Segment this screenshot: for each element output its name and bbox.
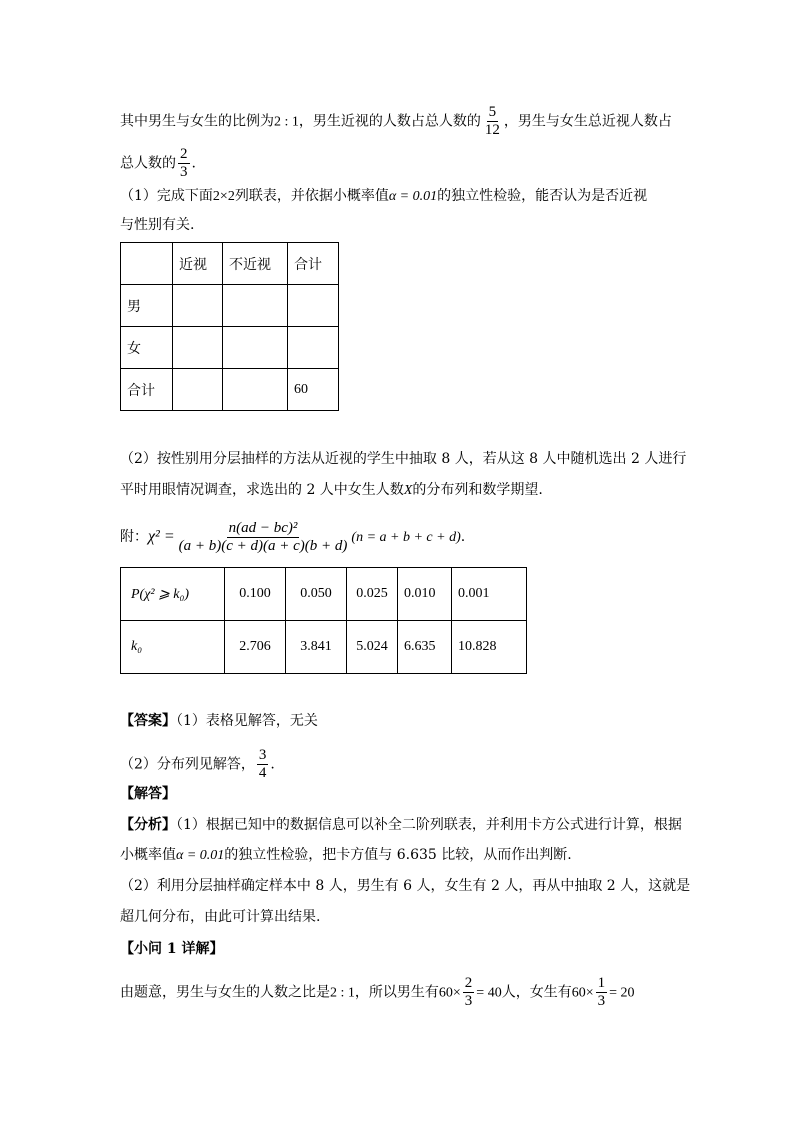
header-cell [121,243,173,285]
table-cell: 3.841 [286,621,347,674]
answer-line-1 [120,711,318,731]
intro-text: 其中男生与女生的比例为 [120,113,274,130]
denominator: 3 [597,993,606,1009]
sub-question-label: 【小问 1 详解】 [120,941,224,957]
answer-text: （1）表格见解答，无关 [176,713,318,729]
expression: 60× [571,985,594,1001]
intro-text: ，男生与女生总近视人数占 [503,113,672,130]
alpha-value: α = 0.01 [388,189,438,204]
table-row [121,568,527,621]
table-cell [223,285,288,327]
denominator: 3 [464,993,473,1009]
fraction-3-4 [257,747,269,782]
analysis-line-3 [120,876,690,896]
question-text: 的分布列和数学期望. [412,482,543,498]
table-cell: 0.025 [347,568,398,621]
table-cell: 0.001 [452,568,527,621]
numerator: 2 [180,146,188,162]
detail-text: ，所以男生有 [354,984,439,1001]
contingency-table [120,242,339,411]
gender-ratio: 2 : 1 [274,114,299,130]
question-1-line-1 [120,186,647,207]
header-cell: 不近视 [223,243,288,285]
table-cell: 0.010 [398,568,452,621]
period: . [191,155,196,172]
question-text: 平时用眼情况调查，求选出的 2 人中女生人数 [120,482,404,498]
analysis-text: （2）利用分层抽样确定样本中 8 人，男生有 6 人，女生有 2 人，再从中抽取 2 人，这就是 [120,878,691,894]
header-cell: 合计 [288,243,339,285]
analysis-line-2 [120,845,572,866]
detail-text: 由题意，男生与女生的人数之比是 [120,984,330,1001]
sub-question-label-line [120,939,224,959]
numerator: 1 [597,975,606,991]
numerator: 3 [258,747,267,763]
answer-text: （2）分布列见解答， [120,756,255,773]
period: . [270,756,275,773]
row-label: P(χ² ⩾ k₀) [121,568,225,621]
table-cell: 0.100 [225,568,286,621]
table-row [121,369,339,411]
numerator: 5 [488,104,497,120]
formula-condition: (n = a + b + c + d) [351,530,461,545]
denominator: 3 [180,164,188,180]
analysis-line-1 [120,815,682,835]
variable-x: X [403,483,413,498]
table-cell: 10.828 [452,621,527,674]
formula-fraction [177,520,350,555]
table-row [121,285,339,327]
intro-line-1 [120,104,672,139]
gender-ratio: 2 : 1 [330,985,355,1001]
table-cell: 5.024 [347,621,398,674]
row-label: 男 [121,285,173,327]
row-label: 女 [121,327,173,369]
numerator: n(ad − bc)² [228,519,298,536]
expression: = 20 [609,985,635,1001]
solution-label: 【解答】 [120,786,176,802]
row-label: k₀ [121,621,225,674]
table-cell [173,369,223,411]
intro-text: 总人数的 [120,155,176,172]
fraction-5-12 [483,104,502,139]
table-size: 2×2 [212,189,235,204]
alpha-value: α = 0.01 [176,848,225,863]
fraction-2-3 [178,146,190,181]
question-text: （1）完成下面 [120,188,213,204]
header-cell: 近视 [173,243,223,285]
answer-label: 【答案】 [120,713,176,729]
intro-text: ，男生近视的人数占总人数的 [298,113,481,130]
period: . [460,529,466,545]
table-header-row [121,243,339,285]
detail-line-1 [120,975,635,1010]
table-cell [173,327,223,369]
detail-text: 人，女生有 [501,984,572,1001]
table-cell [288,327,339,369]
table-row [121,621,527,674]
table-row [121,327,339,369]
formula-lhs: χ² = [148,528,175,545]
question-text: 列联表，并依据小概率值 [234,188,389,204]
table-cell [173,285,223,327]
denominator: 12 [484,122,500,138]
table-cell: 2.706 [225,621,286,674]
denominator: (a + b)(c + d)(a + c)(b + d) [178,537,348,554]
table-cell [223,327,288,369]
critical-value-table [120,567,527,674]
table-cell [288,285,339,327]
analysis-line-4 [120,907,320,927]
question-1-line-2 [120,215,194,235]
analysis-text: 小概率值 [120,847,176,863]
analysis-text: 超几何分布，由此可计算出结果. [120,909,321,925]
fraction-2-3 [463,975,475,1010]
fraction-1-3 [596,975,608,1010]
table-cell: 0.050 [286,568,347,621]
question-text: 的独立性检验，能否认为是否近视 [437,188,648,204]
analysis-text: （1）根据已知中的数据信息可以补全二阶列联表，并利用卡方公式进行计算，根据 [176,817,682,833]
denominator: 4 [258,765,267,781]
solution-label-line [120,784,176,804]
expression: 60× [438,985,461,1001]
numerator: 2 [464,975,473,991]
table-cell [223,369,288,411]
analysis-text: 的独立性检验，把卡方值与 6.635 比较，从而作出判断. [224,847,572,863]
question-text: 与性别有关. [120,217,195,233]
table-cell: 6.635 [398,621,452,674]
answer-line-2 [120,747,275,782]
chi-square-formula [120,519,465,556]
question-text: （2）按性别用分层抽样的方法从近视的学生中抽取 8 人，若从这 8 人中随机选出 2 人进行 [120,451,687,467]
question-2-line-2 [120,480,543,501]
formula-prefix: 附： [120,529,148,545]
expression: = 40 [476,985,502,1001]
table-cell: 60 [288,369,339,411]
analysis-label: 【分析】 [120,817,176,833]
intro-line-2 [120,146,196,181]
row-label: 合计 [121,369,173,411]
question-2-line-1 [120,449,686,469]
